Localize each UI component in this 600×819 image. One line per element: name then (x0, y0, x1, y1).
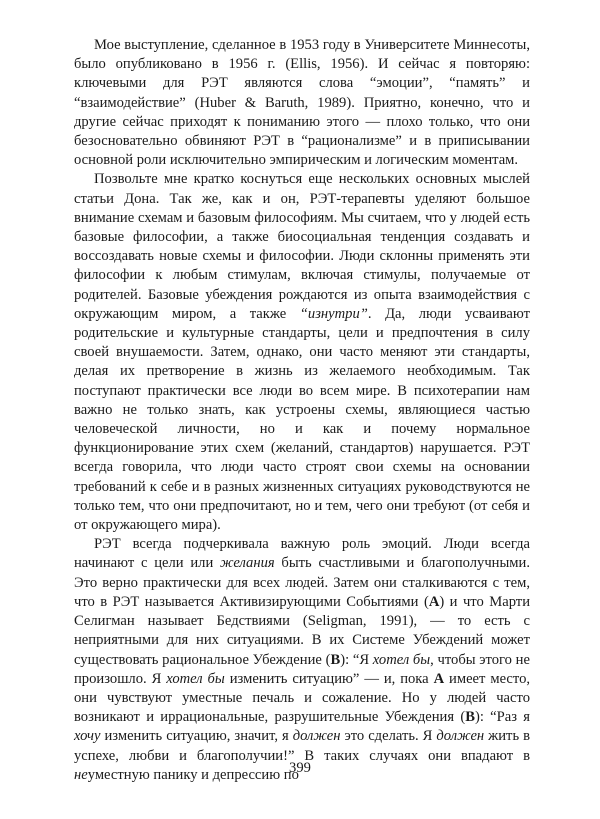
text-run: быть счастливыми и благополучными. Это верно практически для всех людей. Затем они сталкиваются с тем, что в РЭТ называется Активизирующими Событиями ( (74, 555, 530, 610)
italic-text: должен (436, 728, 485, 745)
bold-text: B (330, 651, 341, 668)
italic-text: хочу (74, 728, 101, 745)
text-run: изменить ситуацию” — и, пока (224, 670, 434, 687)
text-run: это сделать. Я (340, 728, 437, 745)
paragraph-1 (74, 36, 530, 170)
text-run: ) и что Марти Селигман называет Бедствиями (Seligman, 1991), — то есть с неприятными для них ситуациями. В их Системе Убеждений может существовать рациональное Убеждение ( (74, 593, 531, 668)
text-run: уместную панику и депрессию по (87, 766, 299, 783)
italic-text: не (74, 766, 88, 783)
bold-text: B (465, 709, 475, 726)
italic-text: хотел бы (166, 670, 225, 687)
text-run: жить в успехе, любви и благополучии!” В таких случаях они впадают в (74, 728, 530, 764)
body-text (74, 36, 530, 785)
text-run: . Да, люди усваивают родительские и культурные стандарты, цели и предпочтения в силу своей внушаемости. Затем, однако, они часто меняют эти стандарты, делая их претворение в жизнь из желаемого необходимым. Так поступают практически все люди во всем мире. В психотерапии нам важно не только знать, как устроены схемы, являющиеся частью человеческой личности, но и как и почему нормальное функционирование этих схем (желаний, стандартов) нарушается. РЭТ всегда говорила, что люди часто строят свои схемы на основании требований к себе и в разных жизненных ситуациях руководствуются не только тем, что они предпочитают, но и тем, чего они требуют (от себя и от окружающего мира). (74, 305, 530, 534)
paragraph-2 (74, 170, 530, 535)
italic-text: должен (292, 728, 341, 745)
bold-text: A (428, 593, 440, 610)
text-run: , чтобы этого не произошло. Я (74, 651, 530, 687)
italic-text: желания (220, 555, 275, 572)
text-run: ): “Раз я (474, 709, 530, 726)
text-run: Мое выступление, сделанное в 1953 году в Университете Миннесоты, было опубликовано в 1956 г. (Ellis, 1956). И сейчас я повторяю: ключевыми для РЭТ являются слова “эмоции”, “память” и “взаимодействие” (Huber & Baruth, 1989). Приятно, конечно, что и другие сейчас приходят к пониманию этого — плохо только, что они безосновательно обвиняют РЭТ в “рационализме” и в приписывании основной роли исключительно эмпирическим и логическим моментам. (74, 37, 530, 169)
italic-text: хотел бы (372, 651, 431, 668)
page-number: 399 (289, 760, 311, 776)
bold-text: A (433, 670, 445, 687)
paragraph-3 (74, 535, 530, 785)
text-run: Позвольте мне кратко коснуться еще нескольких основных мыслей статьи Дона. Так же, как и он, РЭТ-терапевты уделяют большое внимание схемам и базовым философиям. Мы считаем, что у людей есть базовые философии, а также биосоциальная тенденция создавать и воссоздавать новые схемы и философии. Люди склонны применять эти философии к любым стимулам, включая стимулы, получаемые от родителей. Базовые убеждения рождаются из опыта взаимодействия с окружающим миром, а также (74, 171, 530, 322)
text-run: РЭТ всегда подчеркивала важную роль эмоций. Люди всегда начинают с цели или (74, 536, 530, 572)
italic-text: “изнутри” (299, 305, 368, 322)
text-run: изменить ситуацию, значит, я (100, 728, 293, 745)
text-run: имеет место, они чувствуют уместные печаль и сожаление. Но у людей часто возникают и иррациональные, разрушительные Убеждения ( (74, 670, 531, 726)
text-run: ): “Я (340, 651, 373, 668)
